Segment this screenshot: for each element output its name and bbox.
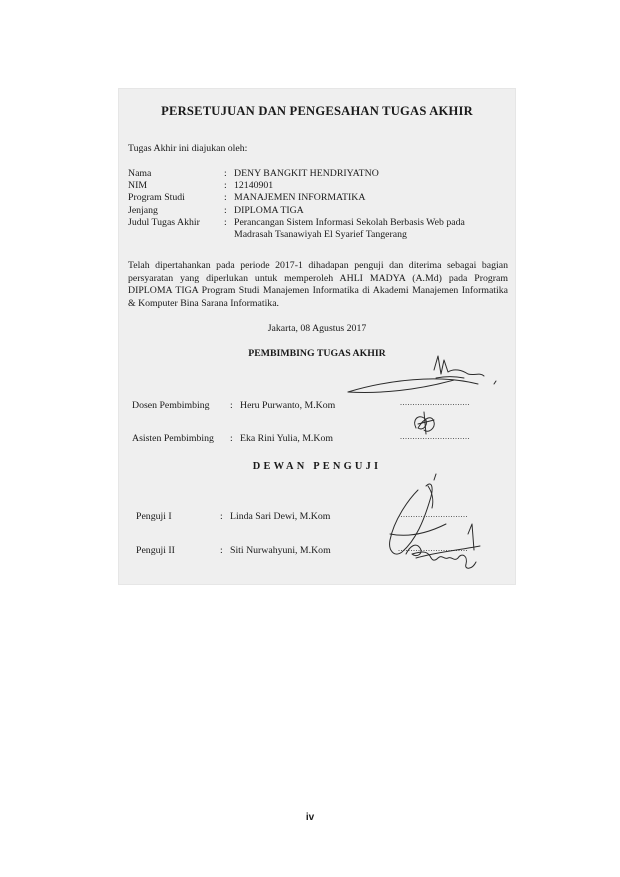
page-number: iv (305, 812, 315, 823)
signature-line: ............................ (398, 544, 468, 553)
field-label: NIM (128, 180, 148, 192)
signer-name: Eka Rini Yulia, M.Kom (240, 433, 333, 444)
examiner-signature-2 (406, 524, 480, 568)
field-value: MANAJEMEN INFORMATIKA (234, 192, 366, 204)
signer-name: Heru Purwanto, M.Kom (240, 400, 336, 411)
signature-line: ............................ (400, 432, 470, 441)
place-date: Jakarta, 08 Agustus 2017 (267, 323, 367, 334)
intro-text: Tugas Akhir ini diajukan oleh: (128, 143, 248, 154)
field-label: Judul Tugas Akhir (128, 216, 200, 228)
examiners-heading: DEWAN PENGUJI (252, 461, 382, 472)
examiner-signature-1 (390, 474, 446, 554)
advisors-heading: PEMBIMBING TUGAS AKHIR (248, 348, 386, 359)
signer-role: Penguji I (136, 511, 172, 522)
advisor-signature-1 (348, 356, 496, 393)
field-value: DIPLOMA TIGA (234, 204, 304, 216)
signature-line: ............................ (400, 398, 470, 407)
field-colon: : (224, 192, 227, 204)
signatures-drawing (118, 88, 516, 585)
field-colon: : (224, 180, 227, 192)
field-value: DENY BANGKIT HENDRIYATNO (234, 168, 379, 179)
signature-line: ............................ (398, 510, 468, 519)
signer-colon: : (230, 400, 233, 411)
signer-colon: : (220, 545, 223, 556)
field-label: Jenjang (128, 204, 158, 216)
advisor-signature-2 (415, 412, 435, 434)
field-label: Nama (128, 168, 152, 179)
field-label: Program Studi (128, 192, 185, 204)
scanned-approval-sheet (118, 88, 516, 585)
signer-name: Linda Sari Dewi, M.Kom (230, 511, 331, 522)
signer-role: Dosen Pembimbing (132, 400, 210, 411)
field-colon: : (224, 168, 227, 179)
approval-paragraph: Telah dipertahankan pada periode 2017-1 dihadapan penguji dan diterima sebagai bagian persyaratan yang diperlukan untuk memperoleh AHLI MADYA (A.Md) pada Program DIPLOMA TIGA Program Studi Manajemen Informatika di Akademi Manajemen Informatika & Komputer Bina Sarana Informatika. (128, 260, 508, 309)
signer-colon: : (220, 511, 223, 522)
field-colon: : (224, 216, 227, 228)
signer-name: Siti Nurwahyuni, M.Kom (230, 545, 331, 556)
signer-role: Asisten Pembimbing (132, 433, 214, 444)
field-value: Perancangan Sistem Informasi Sekolah Berbasis Web pada Madrasah Tsanawiyah El Syarief Tangerang (234, 216, 465, 241)
field-value: 12140901 (234, 180, 274, 192)
document-title: PERSETUJUAN DAN PENGESAHAN TUGAS AKHIR (161, 104, 473, 118)
signer-colon: : (230, 433, 233, 444)
field-colon: : (224, 204, 227, 216)
signer-role: Penguji II (136, 545, 175, 556)
